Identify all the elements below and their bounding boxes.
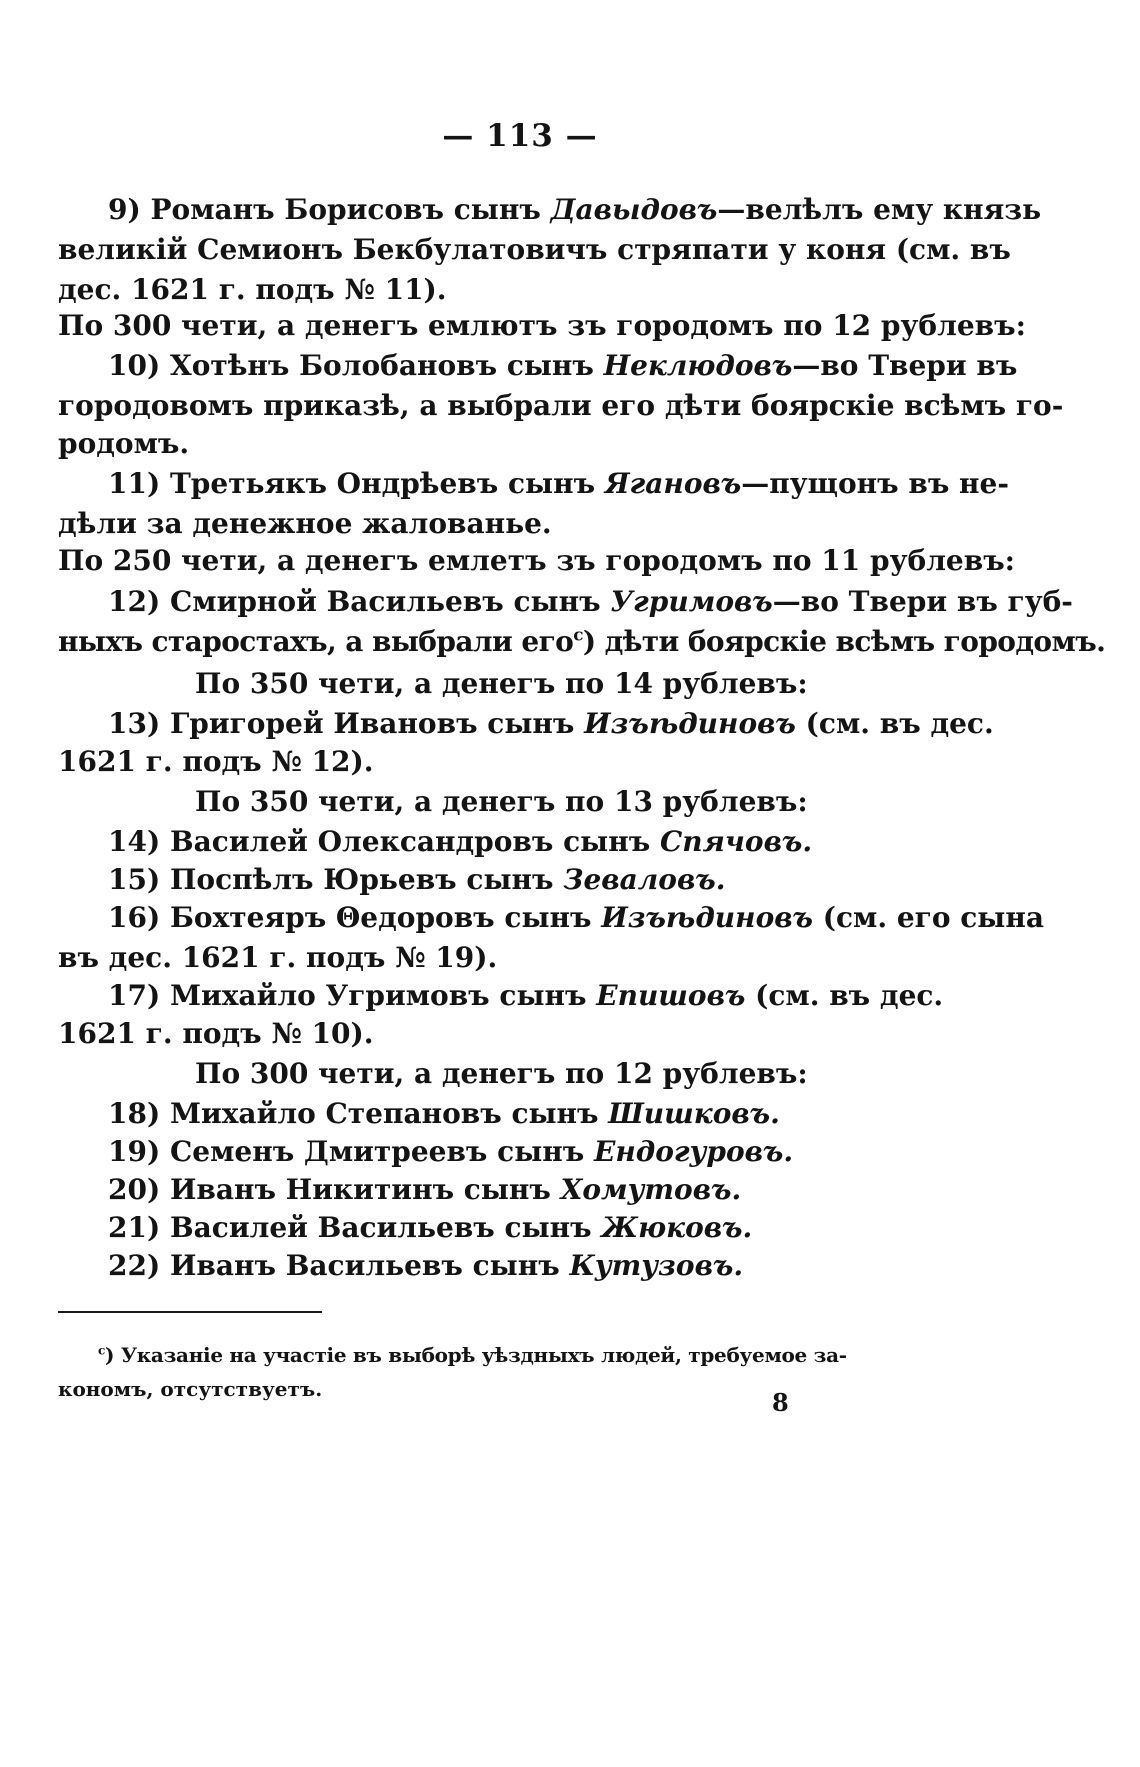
entry-name: Михайло Угримовъ сынъ bbox=[169, 979, 587, 1012]
entry-number: 19) bbox=[108, 1135, 161, 1168]
entry-surname: Угримовъ bbox=[610, 585, 773, 618]
entry-name: Василей Олександровъ сынъ bbox=[169, 825, 651, 858]
entry-name: Смирной Васильевъ сынъ bbox=[169, 585, 601, 618]
footnote-mark: с bbox=[98, 1343, 106, 1358]
footnote-line-2: кономъ, отсутствуетъ. bbox=[58, 1377, 323, 1401]
entry-text: (см. его сына bbox=[822, 901, 1045, 934]
entry-name: Михайло Степановъ сынъ bbox=[169, 1097, 599, 1130]
entry-number: 21) bbox=[108, 1211, 161, 1244]
entry-21-line-1 bbox=[108, 1208, 855, 1248]
entry-number: 16) bbox=[108, 901, 161, 934]
entry-10-line-3: родомъ. bbox=[58, 427, 190, 460]
entry-17-line-2: 1621 г. подъ № 10). bbox=[58, 1017, 374, 1050]
entry-number: 20) bbox=[108, 1173, 161, 1206]
entry-number: 14) bbox=[108, 825, 161, 858]
entry-text: (см. въ дес. bbox=[805, 707, 994, 740]
entry-number: 13) bbox=[108, 707, 161, 740]
allotment-heading-1: По 300 чети, а денегъ емлютъ зъ городомъ по 12 рублевъ: bbox=[58, 309, 1026, 342]
entry-18-line-1 bbox=[108, 1094, 855, 1134]
entry-surname: Шишковъ. bbox=[608, 1097, 780, 1130]
entry-text: ныхъ старостахъ, а выбрали его bbox=[58, 625, 574, 658]
entry-surname: Хомутовъ. bbox=[560, 1173, 742, 1206]
entry-number: 10) bbox=[108, 349, 161, 382]
entry-10-line-2: городовомъ приказѣ, а выбрали его дѣти боярскіе всѣмъ го- bbox=[58, 389, 1064, 422]
entry-19-line-1 bbox=[108, 1132, 855, 1172]
entry-surname: Кутузовъ. bbox=[569, 1249, 744, 1282]
entry-surname: Изъѣдиновъ bbox=[601, 901, 813, 934]
entry-surname: Епишовъ bbox=[596, 979, 746, 1012]
entry-name: Романъ Борисовъ сынъ bbox=[150, 193, 541, 226]
entry-17-line-1 bbox=[108, 976, 944, 1016]
entry-surname: Жюковъ. bbox=[601, 1211, 753, 1244]
entry-text: —велѣлъ ему князь bbox=[717, 193, 1042, 226]
entry-surname: Неклюдовъ bbox=[603, 349, 793, 382]
entry-number: 15) bbox=[108, 863, 161, 896]
entry-15-line-1 bbox=[108, 860, 855, 900]
entry-20-line-1 bbox=[108, 1170, 855, 1210]
entry-name: Иванъ Васильевъ сынъ bbox=[169, 1249, 560, 1282]
entry-surname: Спячовъ. bbox=[659, 825, 813, 858]
entry-name: Бохтеяръ Θедоровъ сынъ bbox=[169, 901, 592, 934]
entry-9-line-3: дес. 1621 г. подъ № 11). bbox=[58, 273, 447, 306]
entry-surname: Изъѣдиновъ bbox=[584, 707, 796, 740]
entry-name: Поспѣлъ Юрьевъ сынъ bbox=[169, 863, 554, 896]
footnote-reference: с bbox=[573, 624, 583, 645]
entry-text: —пущонъ въ не- bbox=[741, 467, 1009, 500]
entry-name: Василей Васильевъ сынъ bbox=[169, 1211, 592, 1244]
allotment-heading-3: По 350 чети, а денегъ по 14 рублевъ: bbox=[195, 667, 808, 700]
entry-12-line-1 bbox=[108, 582, 1073, 622]
entry-name: Третьякъ Ондрѣевъ сынъ bbox=[169, 467, 596, 500]
footnote-rule bbox=[58, 1311, 322, 1313]
footnote-line-1 bbox=[98, 1338, 855, 1372]
entry-name: Семенъ Дмитреевъ сынъ bbox=[169, 1135, 585, 1168]
entry-surname: Ягановъ bbox=[604, 467, 742, 500]
footnote-text: ) Указаніе на участіе въ выборѣ уѣздныхъ людей, требуемое за- bbox=[105, 1343, 847, 1367]
entry-12-line-2 bbox=[58, 622, 1106, 662]
entry-surname: Ендогуровъ. bbox=[594, 1135, 794, 1168]
entry-number: 22) bbox=[108, 1249, 161, 1282]
entry-name: Иванъ Никитинъ сынъ bbox=[169, 1173, 551, 1206]
entry-22-line-1 bbox=[108, 1246, 855, 1286]
entry-16-line-2: въ дес. 1621 г. подъ № 19). bbox=[58, 941, 498, 974]
entry-surname: Давыдовъ bbox=[550, 193, 718, 226]
entry-11-line-1 bbox=[108, 464, 1009, 504]
entry-number: 18) bbox=[108, 1097, 161, 1130]
entry-text: —во Твери въ губ- bbox=[772, 585, 1073, 618]
entry-number: 11) bbox=[108, 467, 161, 500]
entry-number: 12) bbox=[108, 585, 161, 618]
entry-11-line-2: дѣли за денежное жалованье. bbox=[58, 507, 552, 540]
entry-name: Хотѣнъ Болобановъ сынъ bbox=[169, 349, 594, 382]
entry-9-line-2: великій Семионъ Бекбулатовичъ стряпати у коня (см. въ bbox=[58, 233, 1011, 266]
allotment-heading-2: По 250 чети, а денегъ емлетъ зъ городомъ по 11 рублевъ: bbox=[58, 544, 1016, 577]
entry-text: (см. въ дес. bbox=[755, 979, 944, 1012]
entry-13-line-2: 1621 г. подъ № 12). bbox=[58, 745, 374, 778]
entry-surname: Зеваловъ. bbox=[563, 863, 726, 896]
entry-16-line-1 bbox=[108, 898, 1045, 938]
sheet-signature: 8 bbox=[772, 1388, 789, 1417]
entry-number: 17) bbox=[108, 979, 161, 1012]
entry-13-line-1 bbox=[108, 704, 994, 744]
entry-name: Григорей Ивановъ сынъ bbox=[169, 707, 575, 740]
entry-14-line-1 bbox=[108, 822, 855, 862]
entry-10-line-1 bbox=[108, 346, 1018, 386]
entry-text: —во Твери въ bbox=[792, 349, 1018, 382]
entry-text: ) дѣти боярскіе всѣмъ городомъ. bbox=[582, 625, 1106, 658]
allotment-heading-4: По 350 чети, а денегъ по 13 рублевъ: bbox=[195, 785, 808, 818]
entry-number: 9) bbox=[108, 193, 141, 226]
page-number: — 113 — bbox=[442, 118, 598, 154]
allotment-heading-5: По 300 чети, а денегъ по 12 рублевъ: bbox=[195, 1057, 808, 1090]
entry-9-line-1 bbox=[108, 190, 1042, 230]
